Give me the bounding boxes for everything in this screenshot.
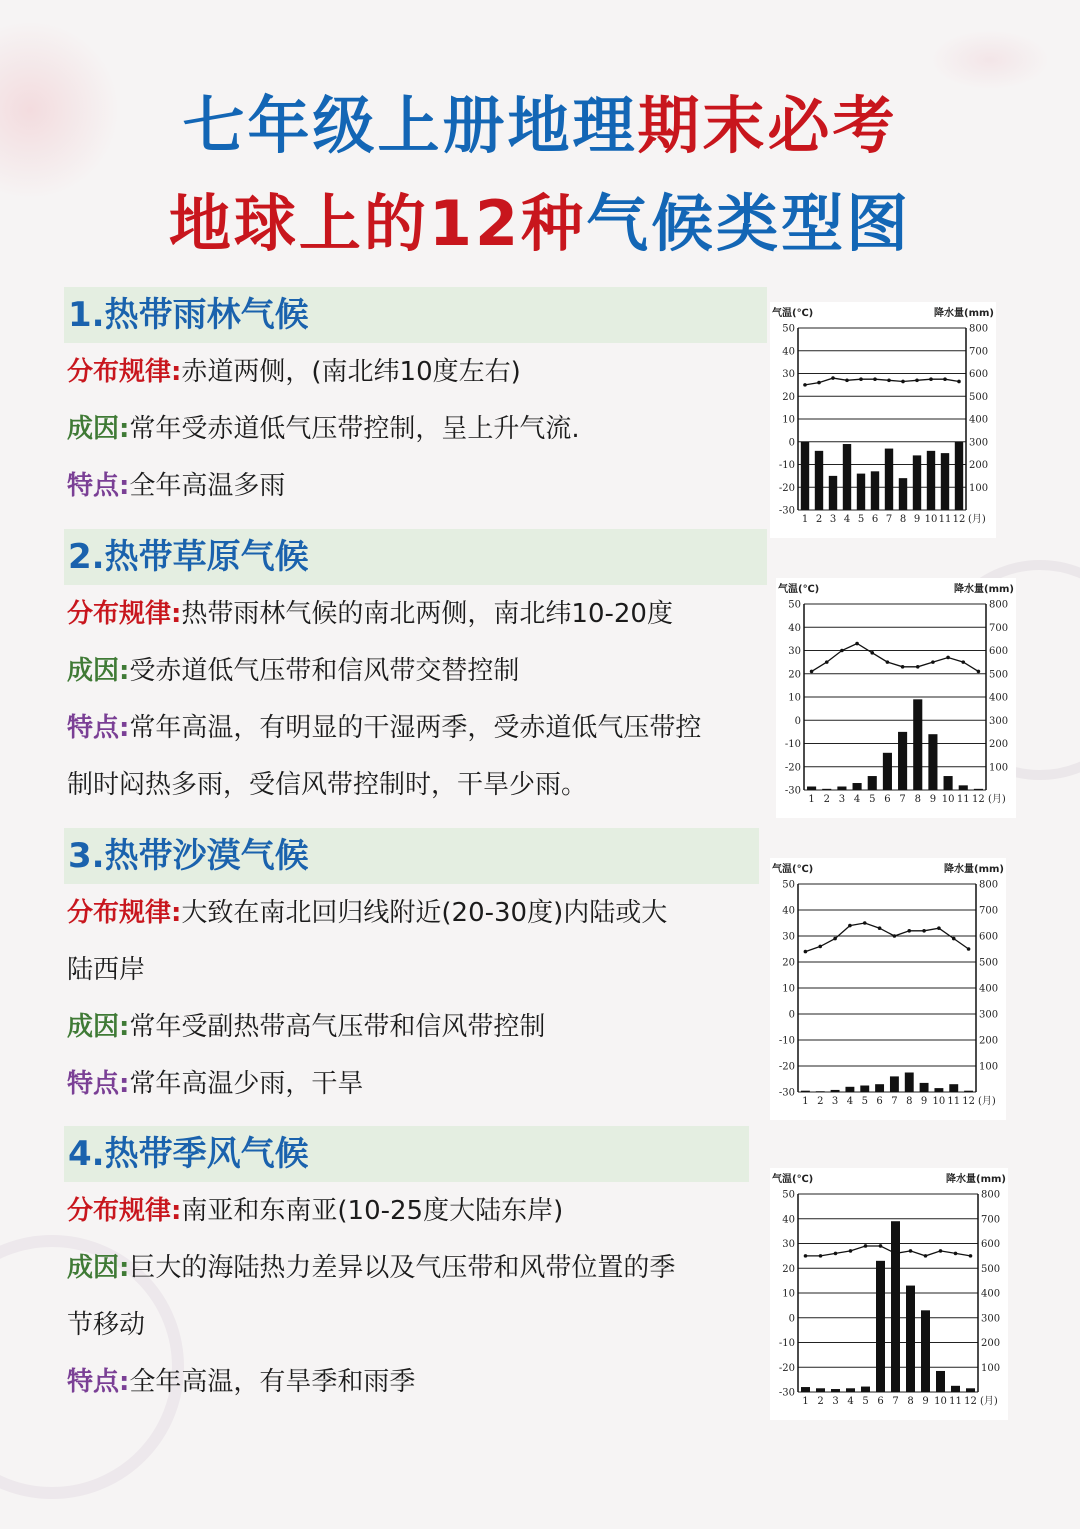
month-label: 1 [808,794,815,805]
precip-bar [927,451,935,510]
precip-tick-label: 300 [981,1313,1001,1325]
climate-chart-3 [770,858,1006,1120]
distribution-text: 南亚和东南亚(10-25度大陆东岸) [181,1196,564,1226]
feature-label: 特点: [67,1367,130,1397]
temperature-point [804,1254,808,1258]
month-label: 1 [802,1096,809,1107]
month-label: 11 [956,794,970,805]
month-label: 9 [922,1396,929,1407]
temperature-point [937,926,941,930]
temperature-point [931,660,935,664]
precip-tick-label: 600 [989,646,1009,657]
month-label: 9 [913,514,921,525]
month-label: 1 [801,514,809,525]
cause-label: 成因: [67,1012,130,1042]
cause-label: 成因: [67,414,130,444]
precip-bar [801,1091,810,1092]
temperature-point [887,379,891,383]
precip-tick-label: 400 [969,414,989,426]
precip-bar [883,753,892,790]
precip-bar [816,1388,825,1392]
section-3-distribution [67,893,667,933]
distribution-label: 分布规律: [67,898,182,928]
precip-bar [801,442,809,510]
section-3-cause [67,1007,545,1047]
month-label: 9 [920,1096,928,1107]
precip-tick-label: 700 [989,622,1009,634]
title-part-blue: 七年级上册地理 [182,89,638,162]
feature-text: 常年高温，有明显的干湿两季，受赤道低气压带控 [129,713,702,743]
temp-tick-label: 0 [788,437,795,449]
temp-tick-label: 40 [788,622,801,634]
month-label: 7 [892,1396,899,1407]
precip-bar [853,783,862,790]
temp-tick-label: 10 [782,1288,795,1300]
precip-bar [861,1387,870,1392]
distribution-label: 分布规律: [67,1196,182,1226]
section-1-feature [67,466,285,506]
cause-text: 常年受赤道低气压带控制，呈上升气流. [129,414,580,444]
precip-tick-label: 600 [969,369,989,380]
precip-bar [868,776,877,790]
precip-bar [846,1388,855,1392]
month-label: 9 [929,794,937,805]
climate-chart-2 [776,578,1016,818]
temp-tick-label: -10 [778,460,795,471]
precip-tick-label: 500 [969,391,989,403]
climate-chart-svg-1 [770,302,996,538]
temp-tick-label: 0 [788,1313,795,1325]
month-label: 10 [941,794,955,805]
temperature-point [864,1244,868,1248]
precip-bar [944,776,953,790]
cause-text: 巨大的海陆热力差异以及气压带和风带位置的季 [129,1253,676,1283]
precip-tick-label: 200 [969,460,989,471]
precip-tick-label: 500 [989,669,1009,681]
month-label: 3 [832,1396,839,1407]
precip-tick-label: 400 [989,692,1009,704]
month-label: 3 [838,794,846,805]
month-label: 11 [947,1096,961,1107]
precip-tick-label: 200 [981,1338,1001,1349]
temperature-point [840,649,844,653]
month-label: 2 [823,794,830,805]
temperature-point [863,921,867,925]
temperature-point [952,937,956,941]
section-3-feature [67,1064,363,1104]
precip-bar [822,789,831,790]
cause-label: 成因: [67,1253,130,1283]
temperature-point [810,670,814,674]
month-label: 10 [924,514,938,525]
temperature-point [967,947,971,951]
temp-tick-label: -10 [784,739,801,750]
temperature-point [870,651,874,655]
precip-tick-label: 200 [979,1035,999,1047]
month-unit: (月) [978,1096,996,1107]
title-part-blue: 气候类型图 [586,187,912,260]
section-4-feature [67,1362,415,1402]
precip-bar [951,1386,960,1392]
section-3-distribution-cont: 陆西岸 [67,955,146,985]
precip-tick-label: 300 [969,437,989,449]
temp-tick-label: -20 [778,1061,795,1073]
temperature-line [812,644,979,672]
temperature-point [803,383,807,387]
temp-tick-label: 10 [782,983,795,995]
month-label: 8 [906,1096,913,1107]
temperature-line [805,378,959,385]
feature-label: 特点: [67,713,130,743]
temp-tick-label: 50 [782,879,795,891]
month-label: 3 [829,514,837,525]
precip-bar [831,1389,840,1392]
temperature-line [806,1246,971,1256]
temperature-point [894,1252,898,1256]
month-label: 2 [817,1396,824,1407]
temp-tick-label: 20 [782,391,795,403]
precip-bar [815,451,823,510]
temperature-point [849,1249,853,1253]
temperature-point [957,380,961,384]
temp-axis-title: 气温(℃) [778,584,820,595]
precip-tick-label: 800 [981,1189,1001,1201]
precip-tick-label: 600 [979,931,999,943]
month-label: 8 [914,794,921,805]
month-label: 12 [962,1096,975,1107]
month-label: 10 [932,1096,946,1107]
section-2-feature-cont: 制时闷热多雨，受信风带控制时，干旱少雨。 [67,770,588,800]
temp-tick-label: 50 [788,599,801,611]
precip-bar [891,1221,900,1392]
section-heading-3: 3.热带沙漠气候 [64,828,759,884]
precip-bar [898,732,907,790]
month-label: 1 [802,1396,809,1407]
temperature-point [833,937,837,941]
month-label: 5 [857,514,865,525]
month-label: 11 [938,514,952,525]
climate-chart-svg-3 [770,858,1006,1120]
temp-tick-label: 30 [782,1239,795,1250]
precip-bar [871,471,879,510]
month-label: 10 [934,1396,947,1407]
section-2-cause [67,651,519,691]
temperature-point [817,381,821,385]
precip-bar [920,1083,929,1092]
precip-bar [964,1091,973,1092]
section-2-feature [67,708,701,748]
temp-tick-label: 50 [782,1189,795,1201]
temp-tick-label: -10 [778,1035,795,1047]
precip-bar [949,1084,958,1092]
month-label: 8 [899,514,907,525]
precip-tick-label: 100 [981,1362,1001,1374]
month-label: 4 [846,1096,854,1107]
temperature-point [831,376,835,380]
temperature-point [943,377,947,381]
month-label: 12 [972,794,985,805]
temperature-point [915,379,919,383]
section-heading-2: 2.热带草原气候 [64,529,767,585]
temperature-point [848,924,852,928]
temperature-point [922,929,926,933]
temperature-point [825,660,829,664]
title-part-red: 期末必考 [637,89,898,162]
feature-label: 特点: [67,1069,130,1099]
precip-tick-label: 700 [979,905,999,917]
distribution-text: 大致在南北回归线附近(20-30度)内陆或大 [181,898,668,928]
temp-axis-title: 气温(℃) [772,864,814,875]
month-unit: (月) [980,1396,998,1407]
temperature-point [845,379,849,383]
temperature-point [886,660,890,664]
temp-tick-label: 10 [788,692,801,704]
month-label: 4 [843,514,851,525]
section-1-cause [67,409,580,449]
precip-tick-label: 700 [969,346,989,358]
precip-tick-label: 800 [979,879,999,891]
month-label: 5 [861,1096,868,1107]
section-4-cause-cont: 节移动 [67,1310,146,1340]
temp-tick-label: -30 [778,1387,795,1399]
temperature-point [818,945,822,949]
feature-text: 全年高温多雨 [129,471,286,501]
page-title-line-1 [0,90,1080,162]
temperature-point [879,1244,883,1248]
precip-bar [955,442,963,510]
temperature-line [805,923,968,952]
precip-bar [816,1091,825,1092]
month-unit: (月) [988,794,1006,805]
precip-bar [801,1387,810,1392]
section-heading-1: 1.热带雨林气候 [64,287,767,343]
climate-chart-svg-4 [770,1168,1008,1420]
month-label: 12 [964,1396,977,1407]
month-label: 5 [869,794,876,805]
temperature-point [907,929,911,933]
temperature-point [946,656,950,660]
cause-text: 受赤道低气压带和信风带交替控制 [129,656,520,686]
precip-tick-label: 800 [989,599,1009,611]
temperature-point [901,380,905,384]
precip-bar [829,476,837,510]
climate-chart-svg-2 [776,578,1016,818]
temperature-point [954,1252,958,1256]
title-part-red: 地球上的12种 [168,187,587,260]
precip-tick-label: 800 [969,323,989,335]
temperature-point [924,1254,928,1258]
temp-tick-label: 0 [788,1009,795,1021]
precip-bar [860,1086,869,1093]
temp-tick-label: 10 [782,414,795,426]
temperature-point [893,934,897,938]
temp-tick-label: 40 [782,905,795,917]
month-label: 6 [871,514,879,525]
temperature-point [859,377,863,381]
feature-text: 全年高温，有旱季和雨季 [129,1367,416,1397]
temp-tick-label: 40 [782,1214,795,1226]
temp-tick-label: 50 [782,323,795,335]
precip-tick-label: 300 [989,715,1009,727]
precip-tick-label: 200 [989,739,1009,750]
temperature-point [961,660,965,664]
climate-chart-4 [770,1168,1008,1420]
month-label: 7 [885,514,893,525]
temperature-point [834,1252,838,1256]
precip-axis-title: 降水量(mm) [946,1174,1006,1185]
temperature-point [855,642,859,646]
cause-label: 成因: [67,656,130,686]
precip-bar [928,734,937,790]
temp-tick-label: 40 [782,346,795,358]
month-label: 4 [853,794,861,805]
month-label: 2 [815,514,823,525]
section-4-cause [67,1248,675,1288]
month-label: 11 [949,1396,962,1407]
precip-bar [941,453,949,510]
month-unit: (月) [968,514,986,525]
precip-tick-label: 400 [981,1288,1001,1300]
temp-tick-label: 20 [788,669,801,681]
feature-text: 常年高温少雨，干旱 [129,1069,364,1099]
temp-tick-label: -20 [778,1362,795,1374]
month-label: 5 [862,1396,869,1407]
precip-tick-label: 100 [979,1061,999,1073]
precip-bar [905,1073,914,1093]
precip-bar [843,444,851,510]
month-label: 7 [891,1096,898,1107]
precip-tick-label: 100 [969,482,989,494]
precip-tick-label: 100 [989,762,1009,774]
temp-tick-label: -30 [778,505,795,517]
precip-bar [899,478,907,510]
precip-bar [831,1090,840,1092]
distribution-label: 分布规律: [67,357,182,387]
temperature-point [873,377,877,381]
section-heading-4: 4.热带季风气候 [64,1126,749,1182]
precip-bar [913,455,921,510]
temperature-point [819,1254,823,1258]
precip-bar [890,1076,899,1092]
precip-bar [876,1261,885,1392]
temp-axis-title: 气温(℃) [772,308,814,319]
temperature-point [878,926,882,930]
precip-bar [857,474,865,510]
precip-bar [921,1310,930,1392]
temp-tick-label: -10 [778,1338,795,1349]
month-label: 6 [884,794,891,805]
temperature-point [901,665,905,669]
precip-tick-label: 500 [981,1263,1001,1275]
temperature-point [977,670,981,674]
precip-axis-title: 降水量(mm) [944,864,1004,875]
temp-axis-title: 气温(℃) [772,1174,814,1185]
precip-tick-label: 700 [981,1214,1001,1226]
temp-tick-label: 30 [788,646,801,657]
month-label: 7 [899,794,906,805]
precip-bar [936,1371,945,1392]
precip-bar [913,699,922,790]
precip-bar [974,789,983,790]
precip-tick-label: 300 [979,1009,999,1021]
temperature-point [969,1254,973,1258]
precip-bar [875,1084,884,1092]
temp-tick-label: 20 [782,957,795,969]
temp-tick-label: -30 [778,1087,795,1099]
page-title-line-2 [0,188,1080,260]
feature-label: 特点: [67,471,130,501]
section-1-distribution [67,352,521,392]
decor-blossom-right [930,30,1050,90]
precip-bar [837,787,846,790]
precip-bar [959,785,968,790]
month-label: 2 [817,1096,824,1107]
month-label: 6 [877,1396,884,1407]
temperature-point [804,950,808,954]
precip-axis-title: 降水量(mm) [934,308,994,319]
month-label: 6 [876,1096,883,1107]
temp-tick-label: 0 [794,715,801,727]
distribution-text: 赤道两侧，(南北纬10度左右) [181,357,521,387]
month-label: 12 [952,514,966,525]
precip-tick-label: 500 [979,957,999,969]
climate-chart-1 [770,302,996,538]
temp-tick-label: 30 [782,931,795,943]
precip-tick-label: 400 [979,983,999,995]
temp-tick-label: -20 [778,482,795,494]
temperature-point [939,1249,943,1253]
cause-text: 常年受副热带高气压带和信风带控制 [129,1012,546,1042]
precip-bar [906,1286,915,1392]
precip-bar [885,449,893,510]
month-label: 8 [907,1396,914,1407]
section-4-distribution [67,1191,563,1231]
distribution-text: 热带雨林气候的南北两侧，南北纬10-20度 [181,599,673,629]
precip-bar [845,1087,854,1092]
temp-tick-label: 20 [782,1263,795,1275]
precip-bar [966,1388,975,1392]
distribution-label: 分布规律: [67,599,182,629]
precip-axis-title: 降水量(mm) [954,584,1014,595]
temp-tick-label: -30 [784,785,801,797]
temp-tick-label: -20 [784,762,801,774]
temperature-point [929,377,933,381]
precip-tick-label: 600 [981,1239,1001,1250]
temperature-point [916,665,920,669]
temperature-point [909,1249,913,1253]
month-label: 4 [847,1396,854,1407]
section-2-distribution [67,594,673,634]
precip-bar [934,1088,943,1092]
precip-bar [807,787,816,790]
month-label: 3 [831,1096,839,1107]
temp-tick-label: 30 [782,369,795,380]
